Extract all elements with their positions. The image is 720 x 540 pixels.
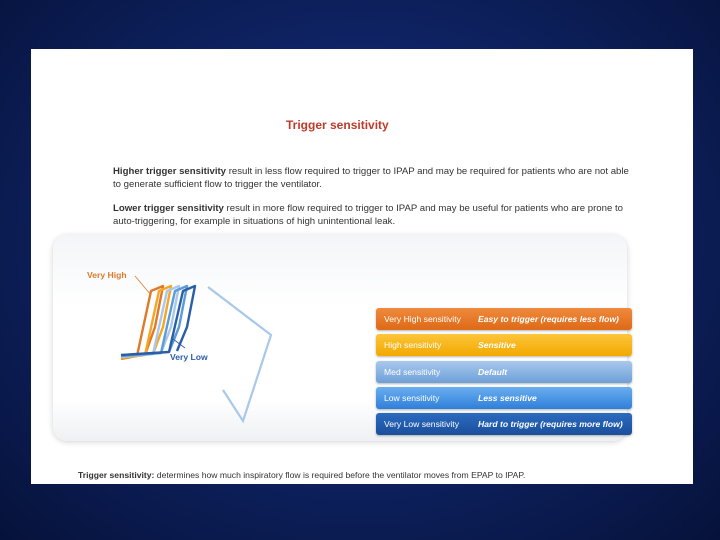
- level-description: Hard to trigger (requires more flow): [478, 419, 623, 429]
- level-row-very-low: [376, 413, 632, 435]
- level-row-high: [376, 334, 632, 356]
- level-name: High sensitivity: [384, 340, 442, 350]
- paragraph-higher-bold: Higher trigger sensitivity: [113, 166, 227, 177]
- level-row-low: [376, 387, 632, 409]
- caption-text: determines how much inspiratory flow is required before the ventilator moves from EPAP to IPAP.: [154, 470, 526, 480]
- paragraph-lower-text: result in more flow required to trigger to IPAP and may be useful for patients who are prone to auto-triggering, for example in situations of high unintentional leak.: [113, 203, 623, 227]
- label-very-high: Very High: [87, 270, 127, 280]
- slide-title: Trigger sensitivity: [286, 118, 389, 132]
- caption-bold: Trigger sensitivity:: [78, 470, 155, 480]
- level-description: Easy to trigger (requires less flow): [478, 314, 619, 324]
- level-name: Very Low sensitivity: [384, 419, 459, 429]
- slide: [31, 49, 693, 484]
- paragraph-lower-sensitivity: [113, 202, 633, 228]
- level-name: Low sensitivity: [384, 393, 440, 403]
- paragraph-higher-text: result in less flow required to trigger to IPAP and may be required for patients who are not able to generate sufficient flow to trigger the ventilator.: [113, 166, 629, 190]
- level-name: Very High sensitivity: [384, 314, 461, 324]
- label-very-low: Very Low: [170, 352, 208, 362]
- caption: [78, 470, 525, 480]
- paragraph-higher-sensitivity: [113, 165, 633, 191]
- level-row-very-high: [376, 308, 632, 330]
- level-description: Sensitive: [478, 340, 516, 350]
- level-description: Less sensitive: [478, 393, 537, 403]
- level-description: Default: [478, 367, 508, 377]
- label-high-pointer: [135, 276, 151, 295]
- diagram-panel: [53, 235, 627, 480]
- level-name: Med sensitivity: [384, 367, 441, 377]
- level-row-med: [376, 361, 632, 383]
- waveform-curve: [208, 287, 271, 421]
- paragraph-lower-bold: Lower trigger sensitivity: [113, 203, 224, 214]
- sensitivity-curves-diagram: [53, 235, 373, 435]
